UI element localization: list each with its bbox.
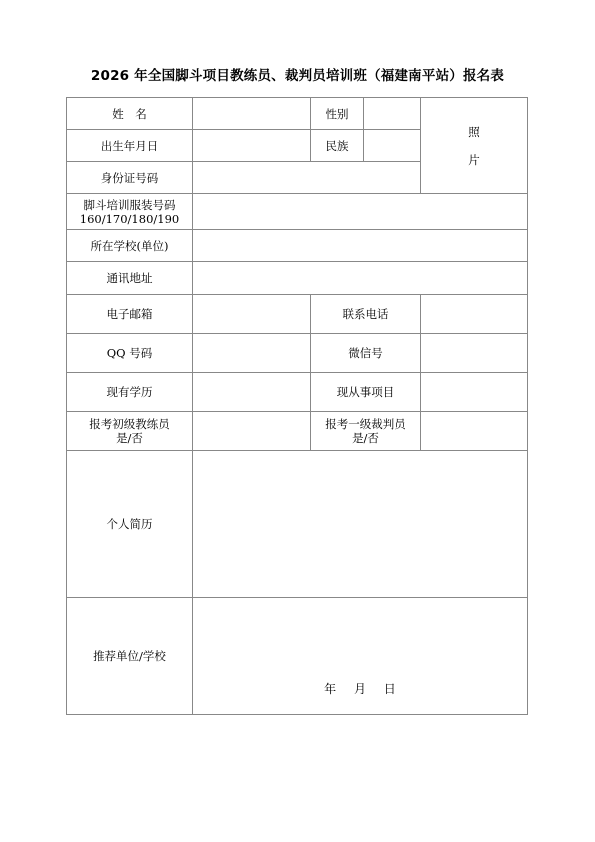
school-field[interactable] xyxy=(193,230,528,262)
wechat-field[interactable] xyxy=(421,334,528,373)
registration-form-table xyxy=(66,97,528,715)
education-field[interactable] xyxy=(193,373,311,412)
gender-label: 性别 xyxy=(311,98,364,130)
coach-exam-label-line-2: 是/否 xyxy=(116,431,143,445)
id-label: 身份证号码 xyxy=(67,162,193,194)
referee-exam-label-line-1: 报考一级裁判员 xyxy=(325,417,406,431)
row-resume xyxy=(67,451,528,598)
row-school xyxy=(67,230,528,262)
name-label: 姓 名 xyxy=(67,98,193,130)
name-field[interactable] xyxy=(193,98,311,130)
address-label: 通讯地址 xyxy=(67,262,193,295)
row-address xyxy=(67,262,528,295)
birth-label: 出生年月日 xyxy=(67,130,193,162)
photo-label-char-2: 片 xyxy=(468,152,480,167)
row-exam xyxy=(67,412,528,451)
row-education xyxy=(67,373,528,412)
referee-exam-field[interactable] xyxy=(421,412,528,451)
recommend-label: 推荐单位/学校 xyxy=(67,598,193,715)
row-uniform xyxy=(67,194,528,230)
phone-field[interactable] xyxy=(421,295,528,334)
coach-exam-field[interactable] xyxy=(193,412,311,451)
form-title: 2026 年全国脚斗项目教练员、裁判员培训班（福建南平站）报名表 xyxy=(90,68,505,84)
photo-box[interactable] xyxy=(421,98,528,194)
wechat-label: 微信号 xyxy=(311,334,421,373)
email-label: 电子邮箱 xyxy=(67,295,193,334)
uniform-label xyxy=(67,194,193,230)
recommend-field[interactable] xyxy=(193,598,528,715)
ethnicity-field[interactable] xyxy=(364,130,421,162)
row-email xyxy=(67,295,528,334)
school-label: 所在学校(单位) xyxy=(67,230,193,262)
email-field[interactable] xyxy=(193,295,311,334)
photo-label-char-1: 照 xyxy=(468,124,480,139)
uniform-field[interactable] xyxy=(193,194,528,230)
row-qq xyxy=(67,334,528,373)
coach-exam-label-line-1: 报考初级教练员 xyxy=(89,417,170,431)
referee-exam-label xyxy=(311,412,421,451)
qq-label: QQ 号码 xyxy=(67,334,193,373)
project-field[interactable] xyxy=(421,373,528,412)
coach-exam-label xyxy=(67,412,193,451)
row-recommend xyxy=(67,598,528,715)
signature-date: 年 月 日 xyxy=(324,682,396,696)
phone-label: 联系电话 xyxy=(311,295,421,334)
uniform-label-line-2: 160/170/180/190 xyxy=(79,211,180,226)
referee-exam-label-line-2: 是/否 xyxy=(352,431,379,445)
resume-field[interactable] xyxy=(193,451,528,598)
uniform-label-line-1: 脚斗培训服装号码 xyxy=(83,197,176,212)
education-label: 现有学历 xyxy=(67,373,193,412)
ethnicity-label: 民族 xyxy=(311,130,364,162)
resume-label: 个人简历 xyxy=(67,451,193,598)
row-name xyxy=(67,98,528,130)
project-label: 现从事项目 xyxy=(311,373,421,412)
qq-field[interactable] xyxy=(193,334,311,373)
id-field[interactable] xyxy=(193,162,421,194)
gender-field[interactable] xyxy=(364,98,421,130)
address-field[interactable] xyxy=(193,262,528,295)
birth-field[interactable] xyxy=(193,130,311,162)
